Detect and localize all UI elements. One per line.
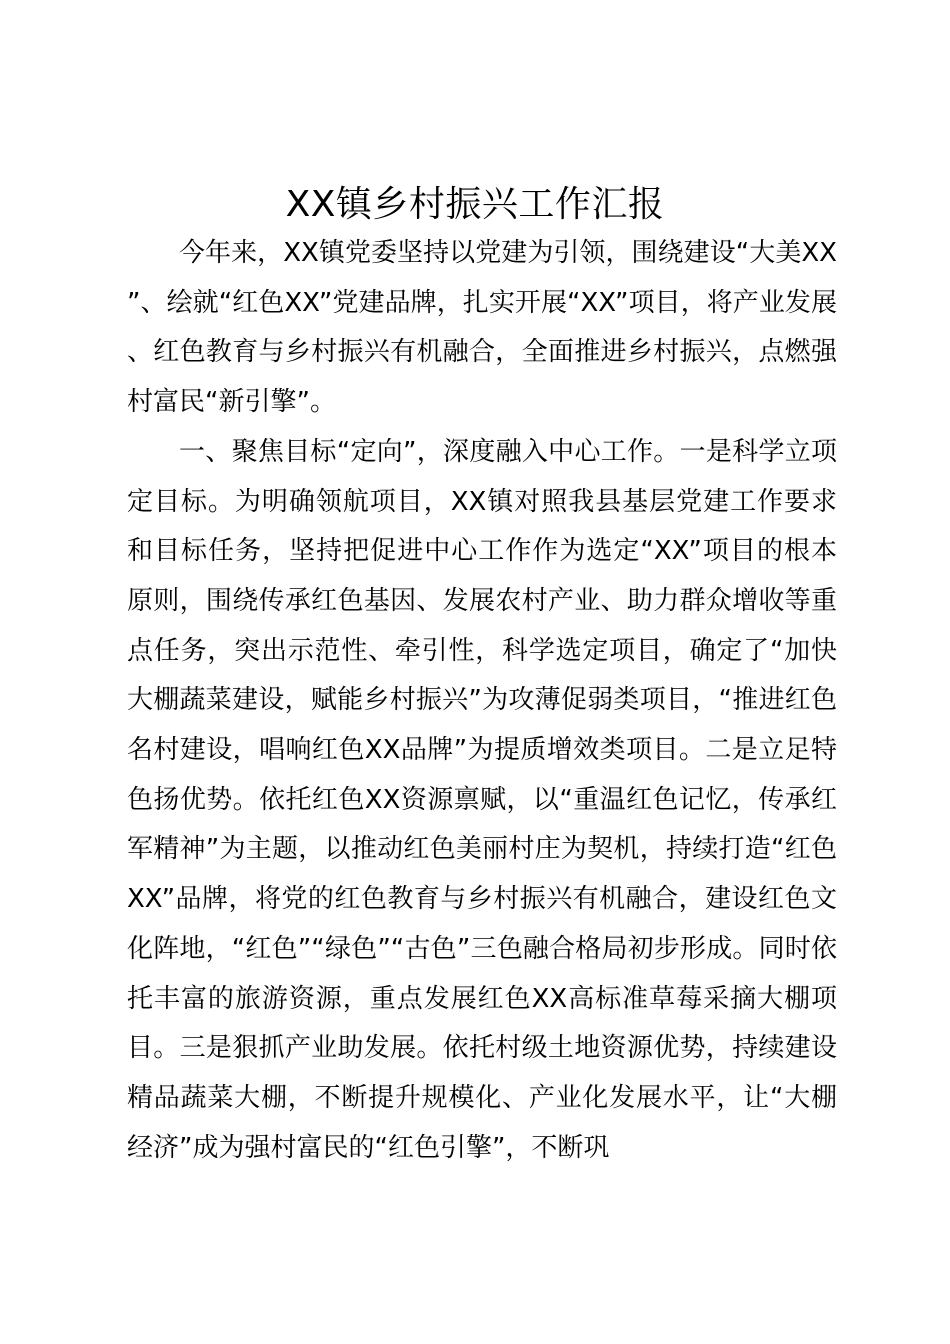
paragraph-section-one: 一、聚焦目标“定向”，深度融入中心工作。一是科学立项定目标。为明确领航项目，XX镇对照我县基层党建工作要求和目标任务，坚持把促进中心工作作为选定“XX”项目的根本原则，围绕传承红色基因、发展农村产业、助力群众增收等重点任务，突出示范性、牵引性，科学选定项目，确定了“加快大棚蔬菜建设，赋能乡村振兴”为攻薄促弱类项目，“推进红色名村建设，唱响红色XX品牌”为提质增效类项目。二是立足特色扬优势。依托红色XX资源禀赋，以“重温红色记忆，传承红军精神”为主题，以推动红色美丽村庄为契机，持续打造“红色XX”品牌，将党的红色教育与乡村振兴有机融合，建设红色文化阵地，“红色”“绿色”“古色”三色融合格局初步形成。同时依托丰富的旅游资源，重点发展红色XX高标准草莓采摘大棚项目。三是狠抓产业助发展。依托村级土地资源优势，持续建设精品蔬菜大棚，不断提升规模化、产业化发展水平，让“大棚经济”成为强村富民的“红色引擎”，不断巩 — [127, 436, 837, 1163]
document-title: XX镇乡村振兴工作汇报 — [285, 184, 665, 225]
paragraph-intro: 今年来，XX镇党委坚持以党建为引领，围绕建设“大美XX”、绘就“红色XX”党建品牌，扎实开展“XX”项目，将产业发展、红色教育与乡村振兴有机融合，全面推进乡村振兴，点燃强村富民“新引擎”。 — [127, 238, 837, 418]
document-body — [127, 229, 837, 1173]
